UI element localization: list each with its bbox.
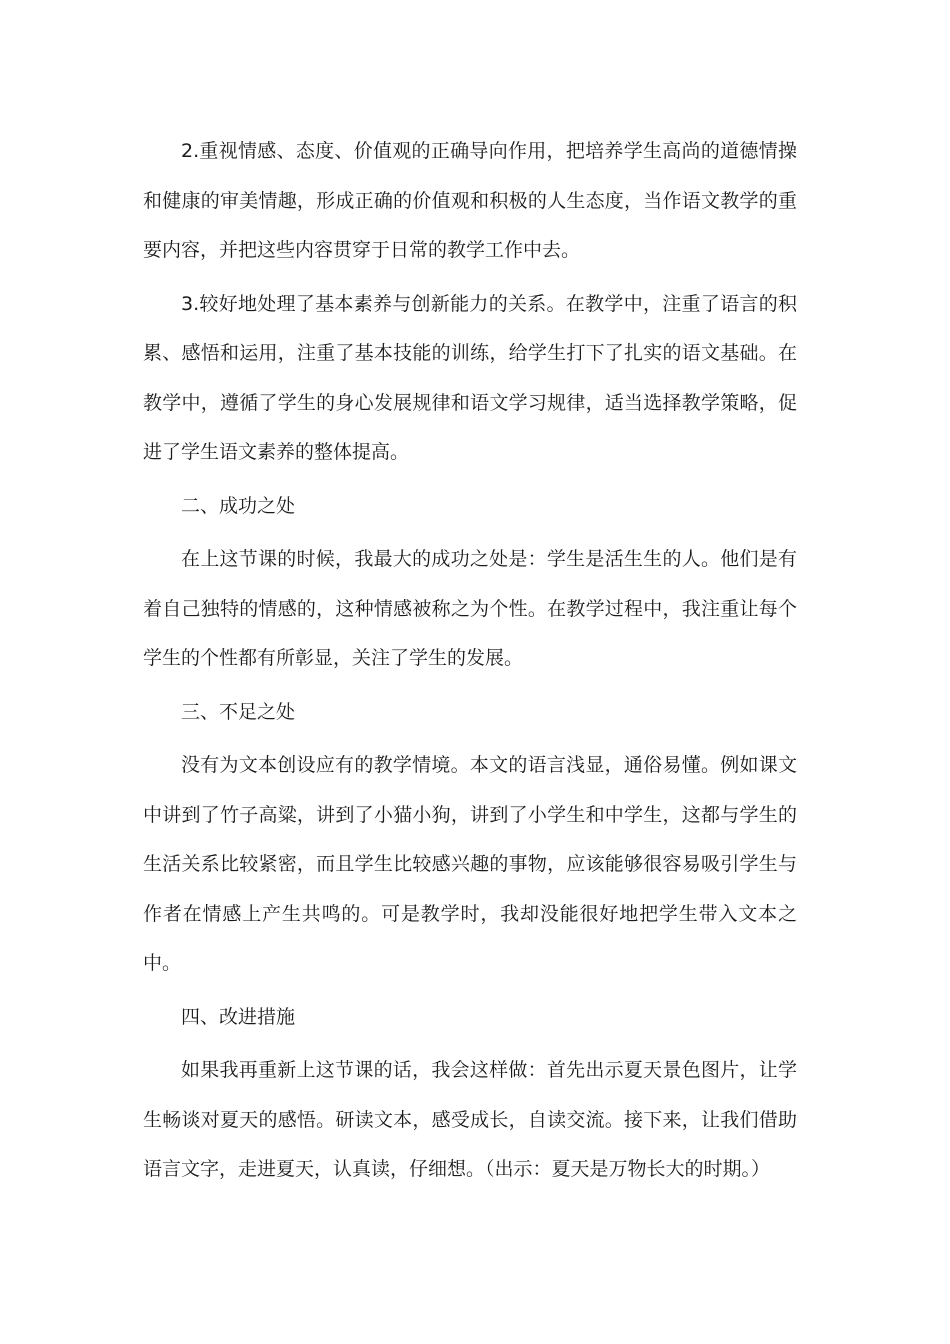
paragraph-point-2: 2.重视情感、态度、价值观的正确导向作用，把培养学生高尚的道德情操和健康的审美情趣，形成正确的价值观和积极的人生态度，当作语文教学的重要内容，并把这些内容贯穿于日常的教学工作中去。 <box>143 140 797 261</box>
paragraph-shortcomings: 没有为文本创设应有的教学情境。本文的语言浅显，通俗易懂。例如课文中讲到了竹子高粱，讲到了小猫小狗，讲到了小学生和中学生，这都与学生的生活关系比较紧密，而且学生比较感兴趣的事物，应该能够很容易吸引学生与作者在情感上产生共鸣的。可是教学时，我却没能很好地把学生带入文本之中。 <box>143 754 797 974</box>
section-heading-improvements: 四、改进措施 <box>181 1005 296 1028</box>
section-heading-shortcomings: 三、不足之处 <box>181 700 296 723</box>
paragraph-improvements: 如果我再重新上这节课的话，我会这样做：首先出示夏天景色图片，让学生畅谈对夏天的感悟。研读文本，感受成长，自读交流。接下来，让我们借助语言文字，走进夏天，认真读，仔细想。（出示：夏天是万物长大的时期。） <box>143 1059 797 1180</box>
paragraph-success: 在上这节课的时候，我最大的成功之处是：学生是活生生的人。他们是有着自己独特的情感的，这种情感被称之为个性。在教学过程中，我注重让每个学生的个性都有所彰显，关注了学生的发展。 <box>143 548 797 669</box>
section-heading-success: 二、成功之处 <box>181 494 296 517</box>
document-body <box>143 127 797 1199</box>
paragraph-point-3: 3.较好地处理了基本素养与创新能力的关系。在教学中，注重了语言的积累、感悟和运用，注重了基本技能的训练，给学生打下了扎实的语文基础。在教学中，遵循了学生的身心发展规律和语文学习规律，适当选择教学策略，促进了学生语文素养的整体提高。 <box>143 292 797 463</box>
